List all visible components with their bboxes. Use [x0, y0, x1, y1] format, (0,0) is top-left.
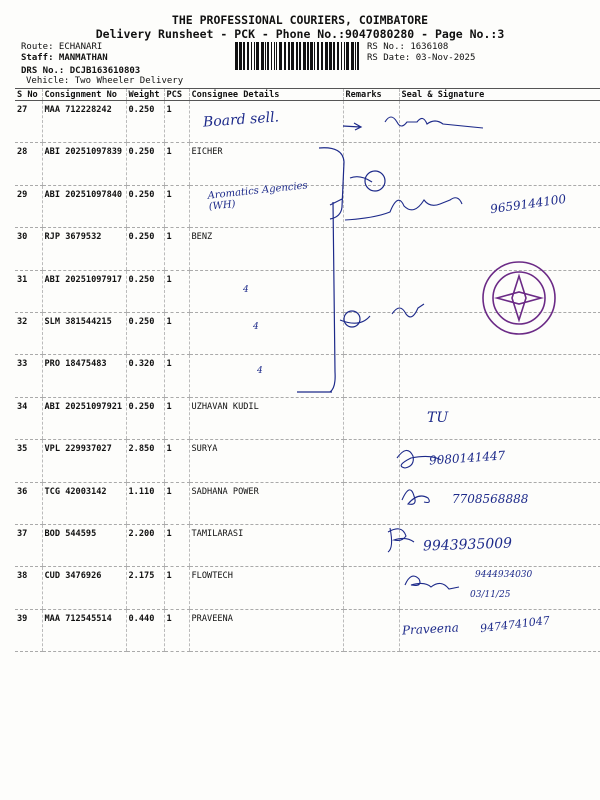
remarks-cell [343, 397, 399, 439]
consignment-number: TCG 42003142 [42, 482, 126, 524]
barcode-bar [284, 42, 286, 70]
row-number: 32 [15, 312, 42, 354]
staff-label: Staff: MANMATHAN [21, 53, 108, 63]
consignment-number: MAA 712228242 [42, 101, 126, 143]
consignee-cell: SADHANA POWER [189, 482, 343, 524]
barcode-bar [317, 42, 319, 70]
barcode-bar [261, 42, 264, 70]
barcode-bar [314, 42, 315, 70]
table-row [15, 228, 600, 270]
column-header-consignee-details: Consignee Details [189, 89, 343, 101]
consignee-cell [189, 270, 343, 312]
consignment-number: PRO 18475483 [42, 355, 126, 397]
vehicle-label: Vehicle: Two Wheeler Delivery [26, 76, 184, 86]
weight-cell: 0.250 [126, 228, 164, 270]
handwritten-phone-row38: 9444934030 [475, 570, 533, 580]
signature-cell [399, 355, 600, 397]
pcs-cell: 1 [164, 397, 189, 439]
pcs-cell: 1 [164, 440, 189, 482]
row-number: 31 [15, 270, 42, 312]
consignee-cell: FLOWTECH [189, 567, 343, 609]
consignee-cell: SURYA [189, 440, 343, 482]
pcs-cell: 1 [164, 609, 189, 651]
pcs-cell: 1 [164, 482, 189, 524]
consignee-cell [189, 312, 343, 354]
weight-cell: 2.175 [126, 567, 164, 609]
pcs-cell: 1 [164, 312, 189, 354]
remarks-cell [343, 143, 399, 185]
handwritten-phone-row36: 7708568888 [452, 492, 529, 506]
pcs-cell: 1 [164, 228, 189, 270]
barcode-bar [357, 42, 359, 70]
barcode-bar [351, 42, 354, 70]
handwritten-ditto-row31: 4 [243, 285, 249, 295]
barcode-bar [291, 42, 294, 70]
barcode-bar [235, 42, 238, 70]
table-row [15, 270, 600, 312]
handwritten-phone-row37: 9943935009 [422, 535, 513, 555]
remarks-cell [343, 567, 399, 609]
column-header-sno: S No [15, 89, 42, 101]
barcode-bar [276, 42, 277, 70]
document-title: THE PROFESSIONAL COURIERS, COIMBATORE [171, 13, 429, 27]
weight-cell: 0.250 [126, 312, 164, 354]
barcode-bar [337, 42, 339, 70]
consignee-cell: TAMILARASI [189, 524, 343, 566]
route-label: Route: ECHANARI [21, 42, 103, 52]
table-row [15, 440, 600, 482]
remarks-cell [343, 228, 399, 270]
weight-cell: 0.250 [126, 270, 164, 312]
barcode-bar [341, 42, 342, 70]
table-row [15, 524, 600, 566]
barcode-bar [251, 42, 252, 70]
remarks-cell [343, 609, 399, 651]
runsheet-table [15, 88, 600, 652]
consignee-cell: BENZ [189, 228, 343, 270]
pcs-cell: 1 [164, 143, 189, 185]
row-number: 29 [15, 185, 42, 227]
consignment-number: CUD 3476926 [42, 567, 126, 609]
barcode-bar [307, 42, 309, 70]
column-header-seal-signature: Seal & Signature [399, 89, 600, 101]
remarks-cell [343, 482, 399, 524]
pcs-cell: 1 [164, 567, 189, 609]
signature-cell [399, 312, 600, 354]
barcode-bar [333, 42, 335, 70]
row-number: 36 [15, 482, 42, 524]
signature-cell [399, 101, 600, 143]
table-row [15, 355, 600, 397]
row-number: 37 [15, 524, 42, 566]
barcode-bar [256, 42, 259, 70]
barcode-bar [279, 42, 282, 70]
barcode-bar [274, 42, 275, 70]
consignment-number: ABI 20251097839 [42, 143, 126, 185]
weight-cell: 2.200 [126, 524, 164, 566]
weight-cell: 0.440 [126, 609, 164, 651]
barcode-bar [344, 42, 345, 70]
column-header-pcs: PCS [164, 89, 189, 101]
barcode-bar [288, 42, 290, 70]
row-number: 35 [15, 440, 42, 482]
handwritten-phone-row39: 9474741047 [479, 613, 551, 636]
barcode-bar [239, 42, 242, 70]
consignee-cell [189, 355, 343, 397]
row-number: 28 [15, 143, 42, 185]
handwritten-note-above-row35: TU [427, 410, 449, 426]
remarks-cell [343, 270, 399, 312]
signature-cell [399, 228, 600, 270]
barcode-bar [321, 42, 323, 70]
document-subtitle: Delivery Runsheet - PCK - Phone No.:9047080280 - Page No.:3 [95, 27, 505, 41]
consignee-cell: EICHER [189, 143, 343, 185]
column-header-remarks: Remarks [343, 89, 399, 101]
barcode-bar [325, 42, 328, 70]
rs-number: RS No.: 1636108 [367, 42, 449, 52]
table-row [15, 312, 600, 354]
table-row [15, 101, 600, 143]
consignment-number: MAA 712545514 [42, 609, 126, 651]
barcode-bar [265, 42, 266, 70]
table-row [15, 397, 600, 439]
handwritten-ditto-row33: 4 [257, 366, 263, 376]
handwritten-ditto-row32: 4 [253, 322, 259, 332]
row-number: 39 [15, 609, 42, 651]
barcode-bar [303, 42, 306, 70]
barcode-bar [355, 42, 356, 70]
barcode-bar [271, 42, 272, 70]
barcode-bar [329, 42, 332, 70]
remarks-cell [343, 524, 399, 566]
weight-cell: 0.320 [126, 355, 164, 397]
table-header-row [15, 89, 600, 101]
consignment-number: SLM 381544215 [42, 312, 126, 354]
remarks-cell [343, 101, 399, 143]
consignee-cell: UZHAVAN KUDIL [189, 397, 343, 439]
weight-cell: 2.850 [126, 440, 164, 482]
handwritten-note-row29: Aromatics Agencies (WH) [207, 180, 309, 213]
row-number: 38 [15, 567, 42, 609]
row-number: 34 [15, 397, 42, 439]
barcode [235, 42, 360, 70]
weight-cell: 0.250 [126, 143, 164, 185]
remarks-cell [343, 440, 399, 482]
handwritten-note-row27: Board sell. [202, 109, 280, 131]
remarks-cell [343, 312, 399, 354]
table-row [15, 143, 600, 185]
barcode-bar [254, 42, 255, 70]
column-header-weight: Weight [126, 89, 164, 101]
consignment-number: BOD 544595 [42, 524, 126, 566]
weight-cell: 0.250 [126, 101, 164, 143]
pcs-cell: 1 [164, 270, 189, 312]
signature-cell [399, 143, 600, 185]
consignment-number: ABI 20251097840 [42, 185, 126, 227]
barcode-bar [247, 42, 249, 70]
row-number: 33 [15, 355, 42, 397]
rs-date: RS Date: 03-Nov-2025 [367, 53, 476, 63]
barcode-bar [346, 42, 349, 70]
handwritten-phone-row35: 9080141447 [428, 448, 506, 468]
pcs-cell: 1 [164, 355, 189, 397]
consignment-number: ABI 20251097917 [42, 270, 126, 312]
consignee-cell: PRAVEENA [189, 609, 343, 651]
handwritten-phone-row29: 9659144100 [489, 191, 567, 217]
weight-cell: 0.250 [126, 397, 164, 439]
column-header-consignment-no: Consignment No [42, 89, 126, 101]
row-number: 27 [15, 101, 42, 143]
consignment-number: VPL 229937027 [42, 440, 126, 482]
barcode-bar [299, 42, 301, 70]
pcs-cell: 1 [164, 101, 189, 143]
remarks-cell [343, 185, 399, 227]
pcs-cell: 1 [164, 185, 189, 227]
weight-cell: 1.110 [126, 482, 164, 524]
weight-cell: 0.250 [126, 185, 164, 227]
row-number: 30 [15, 228, 42, 270]
handwritten-name-row39: Praveena [401, 620, 460, 638]
barcode-bar [243, 42, 245, 70]
barcode-bar [310, 42, 313, 70]
drs-label: DRS No.: DCJB163610803 [21, 66, 141, 76]
remarks-cell [343, 355, 399, 397]
consignment-number: RJP 3679532 [42, 228, 126, 270]
barcode-bar [296, 42, 298, 70]
barcode-bar [267, 42, 269, 70]
handwritten-date-row38: 03/11/25 [470, 590, 511, 600]
consignment-number: ABI 20251097921 [42, 397, 126, 439]
signature-cell [399, 270, 600, 312]
pcs-cell: 1 [164, 524, 189, 566]
